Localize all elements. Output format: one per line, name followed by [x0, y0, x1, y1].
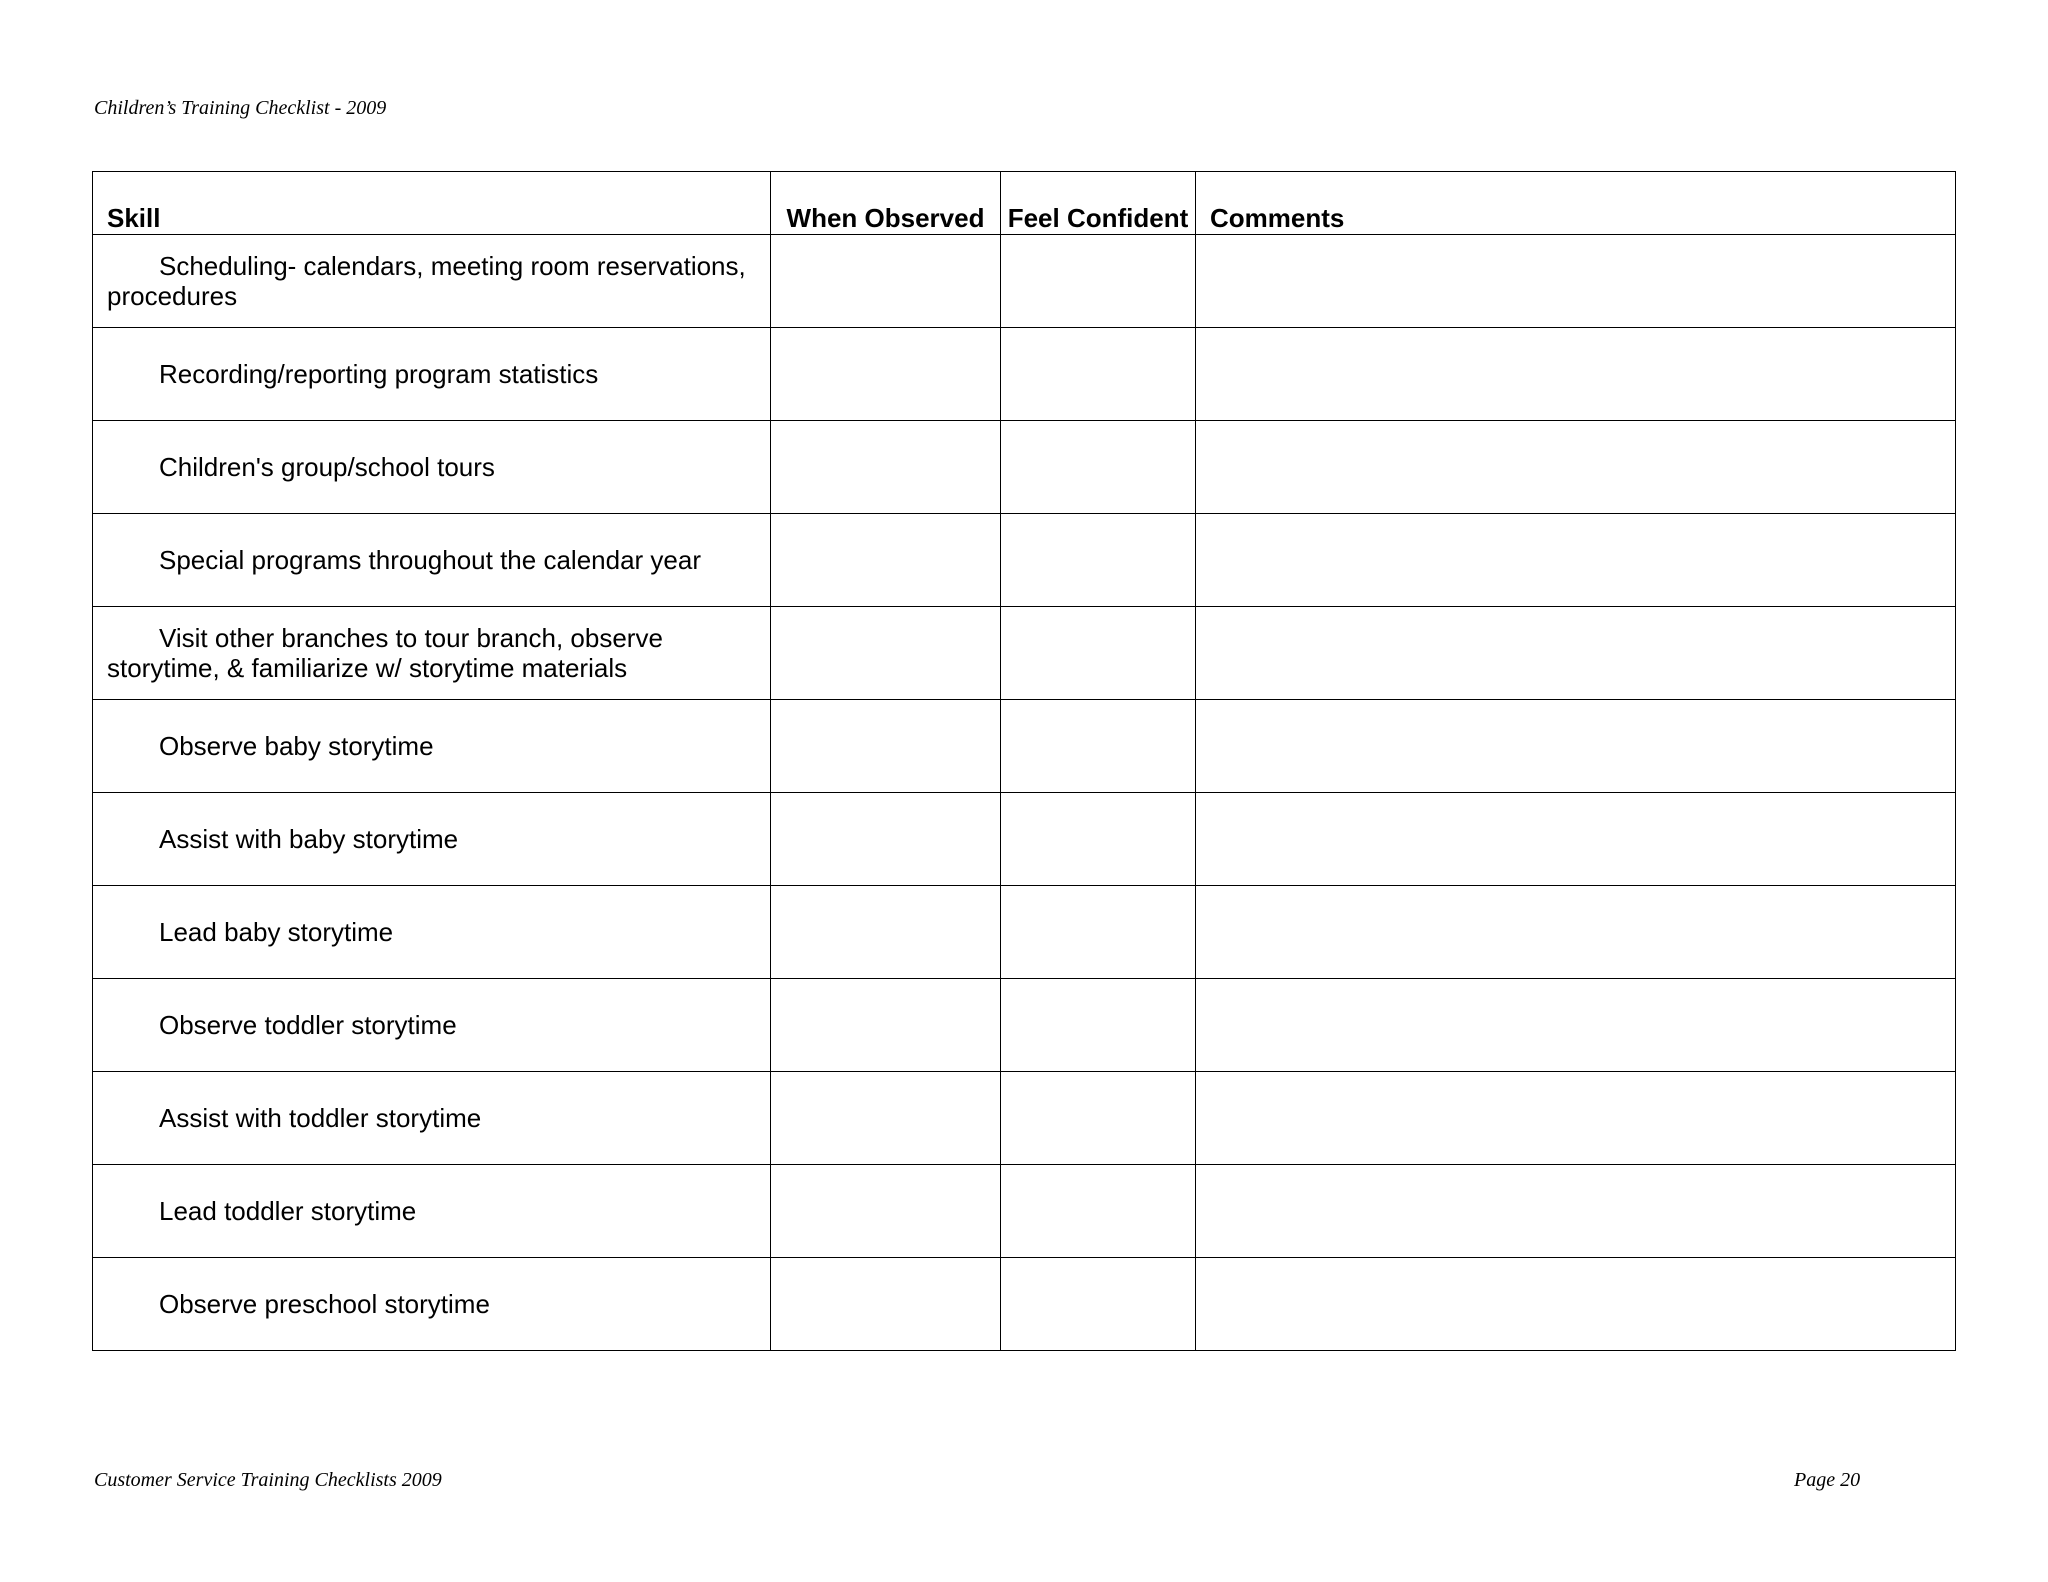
when-observed-cell [771, 421, 1001, 514]
skill-cell: Scheduling- calendars, meeting room reservations, procedures [93, 235, 771, 328]
feel-confident-cell [1001, 235, 1196, 328]
feel-confident-cell [1001, 607, 1196, 700]
table-row [93, 700, 1956, 793]
page-header-title: Children’s Training Checklist - 2009 [94, 97, 387, 119]
when-observed-cell [771, 1258, 1001, 1351]
feel-confident-cell [1001, 1165, 1196, 1258]
skill-cell: Lead toddler storytime [93, 1165, 771, 1258]
skill-cell: Assist with baby storytime [93, 793, 771, 886]
comments-cell [1196, 1258, 1956, 1351]
when-observed-cell [771, 886, 1001, 979]
column-header-feel-confident: Feel Confident [1001, 172, 1196, 235]
when-observed-cell [771, 235, 1001, 328]
comments-cell [1196, 607, 1956, 700]
table-row [93, 235, 1956, 328]
skill-cell: Visit other branches to tour branch, observe storytime, & familiarize w/ storytime materials [93, 607, 771, 700]
table-row [93, 607, 1956, 700]
table-row [93, 979, 1956, 1072]
comments-cell [1196, 1072, 1956, 1165]
table-row [93, 1072, 1956, 1165]
feel-confident-cell [1001, 979, 1196, 1072]
table-row [93, 421, 1956, 514]
feel-confident-cell [1001, 328, 1196, 421]
column-header-skill: Skill [93, 172, 771, 235]
comments-cell [1196, 886, 1956, 979]
when-observed-cell [771, 979, 1001, 1072]
table-row [93, 1165, 1956, 1258]
skill-cell: Special programs throughout the calendar year [93, 514, 771, 607]
when-observed-cell [771, 1165, 1001, 1258]
table-row [93, 514, 1956, 607]
footer-document-title: Customer Service Training Checklists 2009 [94, 1469, 442, 1491]
table-row [93, 886, 1956, 979]
column-header-when-observed: When Observed [771, 172, 1001, 235]
table-row [93, 328, 1956, 421]
when-observed-cell [771, 793, 1001, 886]
when-observed-cell [771, 328, 1001, 421]
comments-cell [1196, 700, 1956, 793]
comments-cell [1196, 328, 1956, 421]
feel-confident-cell [1001, 886, 1196, 979]
feel-confident-cell [1001, 1072, 1196, 1165]
skill-cell: Observe toddler storytime [93, 979, 771, 1072]
feel-confident-cell [1001, 514, 1196, 607]
when-observed-cell [771, 607, 1001, 700]
comments-cell [1196, 235, 1956, 328]
feel-confident-cell [1001, 1258, 1196, 1351]
column-header-comments: Comments [1196, 172, 1956, 235]
table-header-row [93, 172, 1956, 235]
comments-cell [1196, 1165, 1956, 1258]
skill-cell: Observe baby storytime [93, 700, 771, 793]
training-checklist-table [92, 171, 1956, 1351]
when-observed-cell [771, 700, 1001, 793]
comments-cell [1196, 514, 1956, 607]
feel-confident-cell [1001, 793, 1196, 886]
feel-confident-cell [1001, 700, 1196, 793]
comments-cell [1196, 979, 1956, 1072]
skill-cell: Assist with toddler storytime [93, 1072, 771, 1165]
feel-confident-cell [1001, 421, 1196, 514]
skill-cell: Lead baby storytime [93, 886, 771, 979]
footer-page-number: Page 20 [1794, 1469, 1861, 1491]
table-row [93, 793, 1956, 886]
skill-cell: Children's group/school tours [93, 421, 771, 514]
skill-cell: Observe preschool storytime [93, 1258, 771, 1351]
when-observed-cell [771, 514, 1001, 607]
comments-cell [1196, 421, 1956, 514]
skill-cell: Recording/reporting program statistics [93, 328, 771, 421]
comments-cell [1196, 793, 1956, 886]
when-observed-cell [771, 1072, 1001, 1165]
table-row [93, 1258, 1956, 1351]
